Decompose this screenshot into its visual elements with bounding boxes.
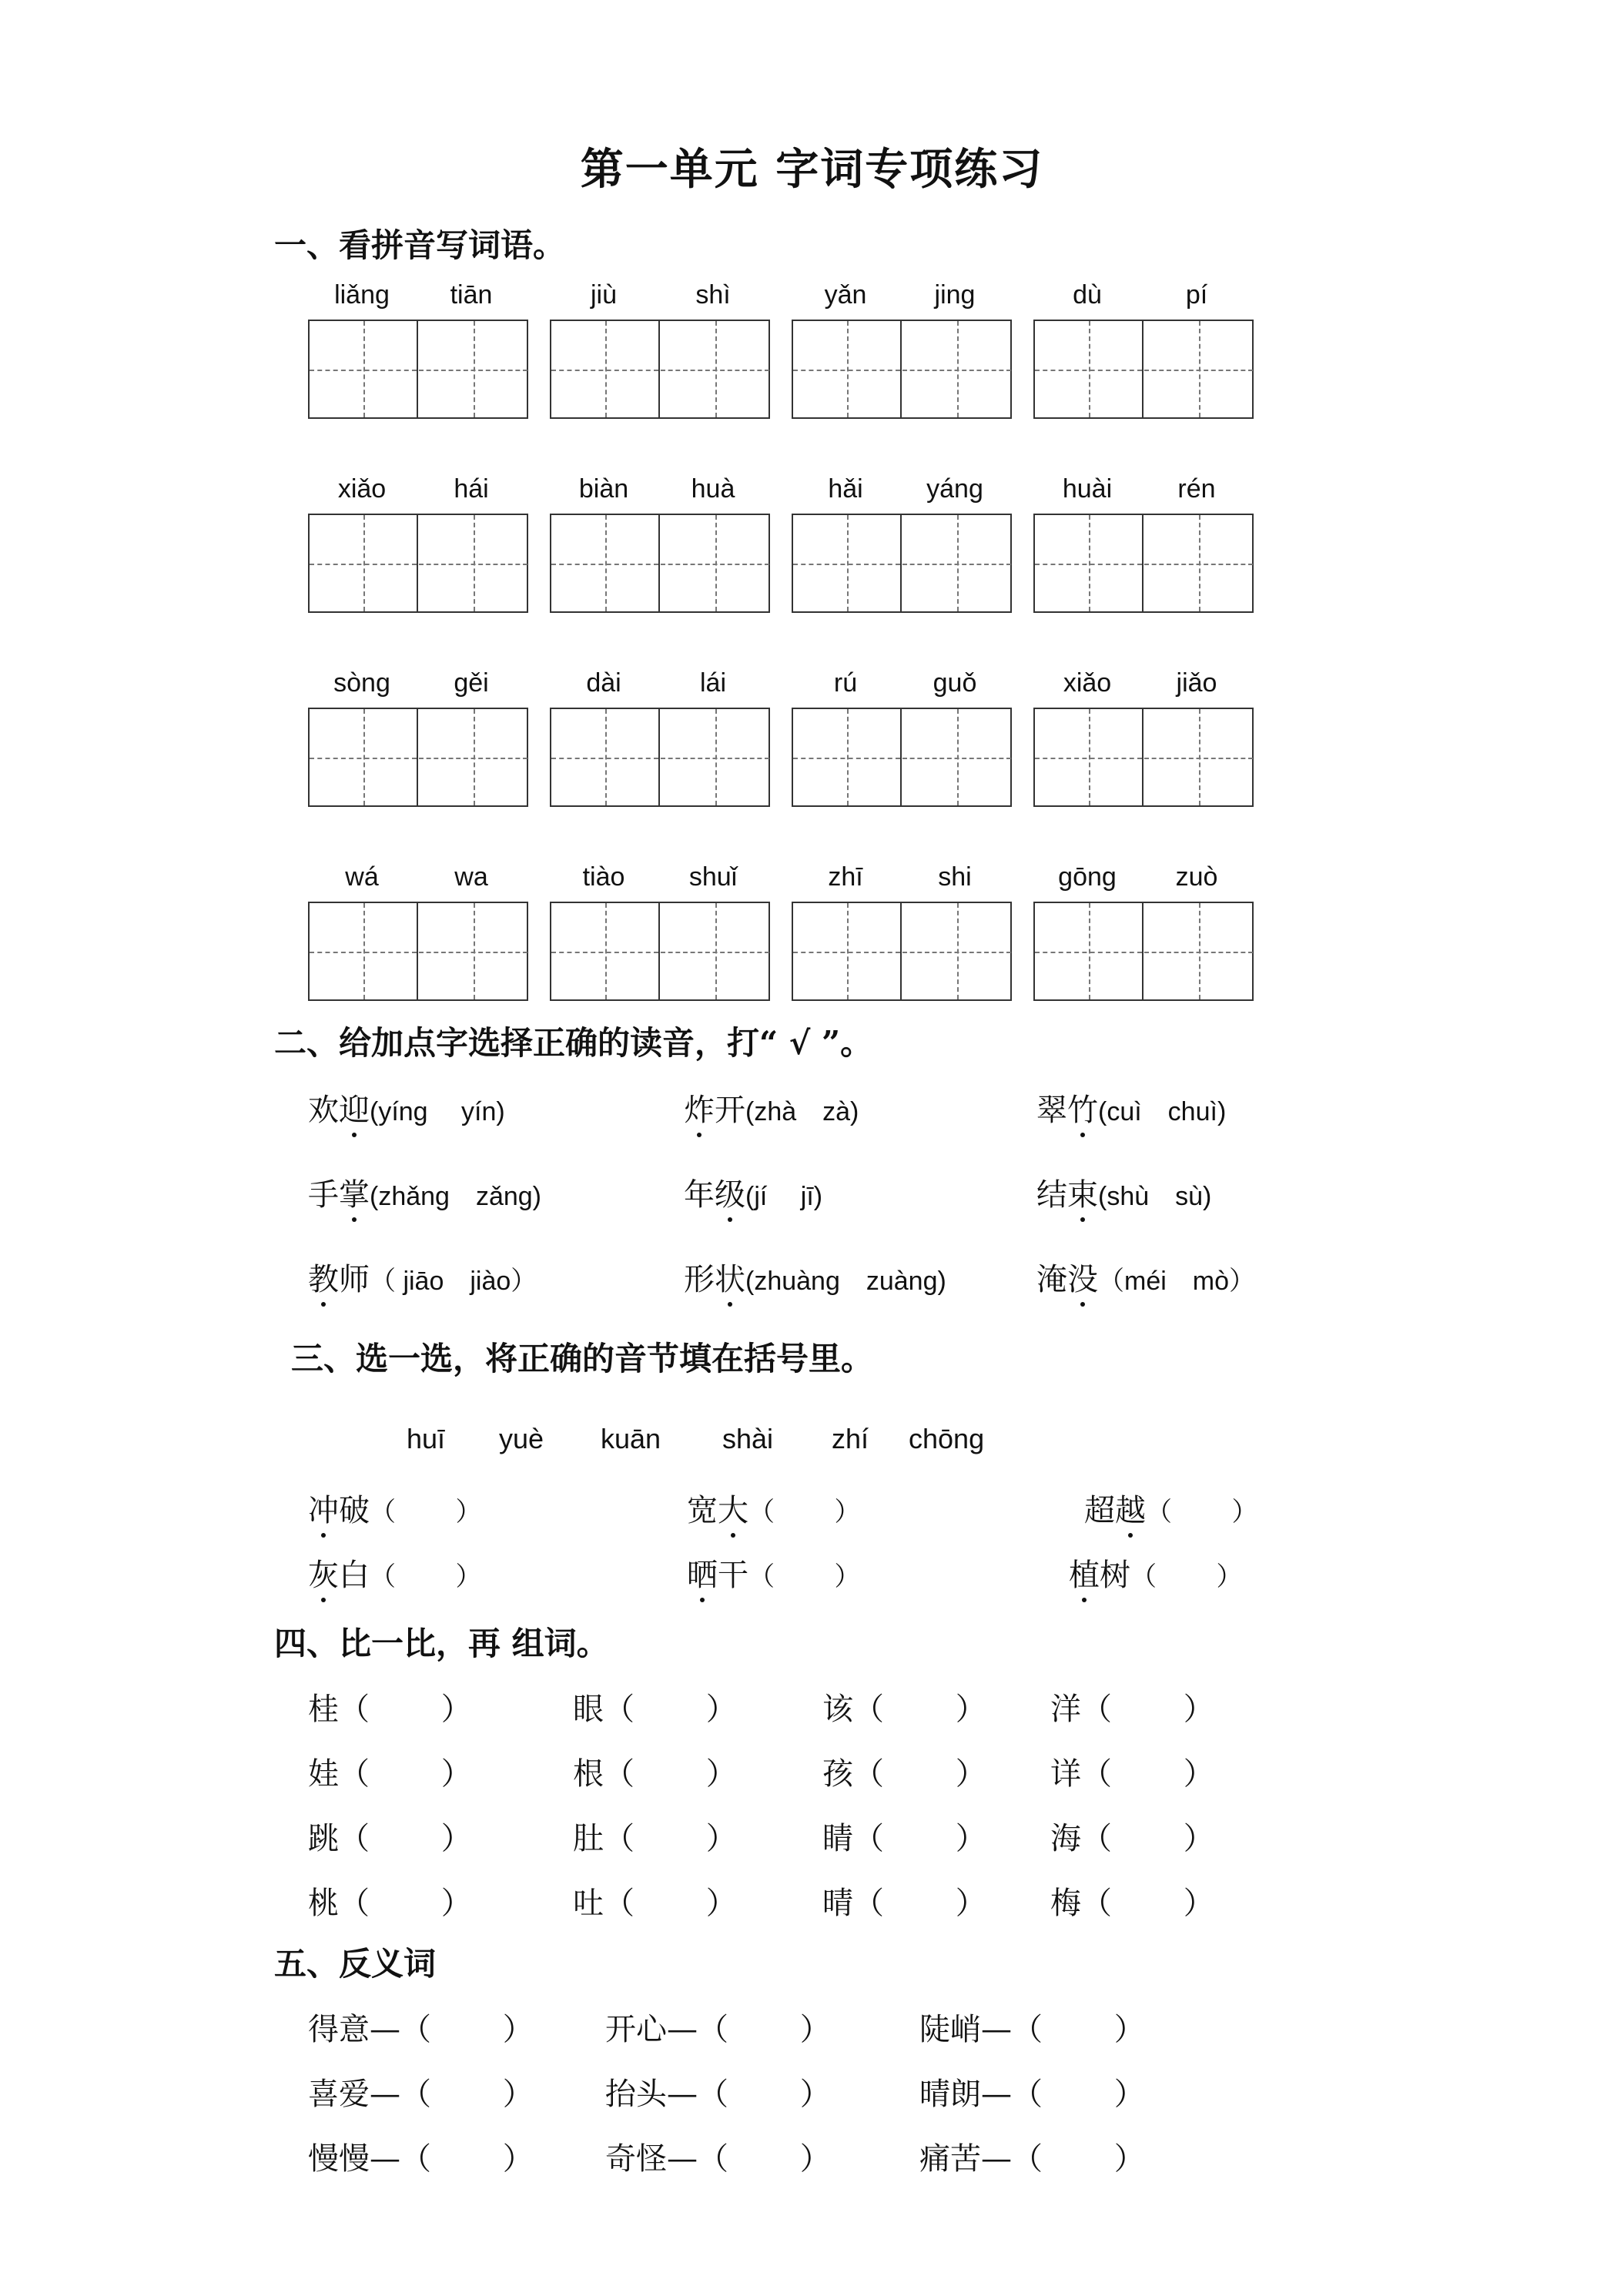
- pronunciation-item[interactable]: [1036, 1255, 1255, 1299]
- writing-box-pair[interactable]: [1033, 514, 1254, 613]
- answer-brackets[interactable]: (yíng yín): [370, 1097, 505, 1126]
- word-char: 宽: [687, 1493, 718, 1528]
- pronunciation-item[interactable]: [308, 1170, 541, 1214]
- writing-box-pair[interactable]: [308, 708, 528, 807]
- pinyin-label: shuǐ: [688, 862, 738, 892]
- writing-cell[interactable]: [661, 321, 769, 417]
- section-heading-3: 三、选一选，将正确的音节填在括号里。: [291, 1340, 874, 1377]
- writing-box-pair[interactable]: [550, 902, 770, 1001]
- pinyin-label: tiān: [450, 280, 493, 310]
- pinyin-label: dài: [586, 668, 621, 698]
- writing-cell[interactable]: [551, 903, 660, 999]
- pinyin-label: wá: [345, 862, 379, 892]
- pinyin-label: biàn: [578, 474, 629, 504]
- writing-cell[interactable]: [419, 321, 527, 417]
- antonym-item[interactable]: 陡峭—（ ）: [919, 2012, 1145, 2047]
- pinyin-label: rén: [1177, 474, 1216, 504]
- guide-line-horizontal: [1035, 370, 1142, 371]
- word-char: 年: [684, 1177, 715, 1213]
- pinyin-label: dù: [1073, 280, 1102, 310]
- syllable-option: yuè: [499, 1423, 544, 1454]
- word-char: 超: [1084, 1493, 1115, 1528]
- compare-word-item[interactable]: 眼（ ）: [573, 1692, 737, 1727]
- guide-line-horizontal: [419, 952, 527, 953]
- writing-cell[interactable]: [551, 709, 660, 805]
- compare-word-item[interactable]: 睛（ ）: [822, 1821, 986, 1856]
- pronunciation-item[interactable]: [308, 1086, 505, 1130]
- guide-line-horizontal: [1035, 758, 1142, 759]
- syllable-fill-item[interactable]: [687, 1486, 860, 1530]
- syllable-fill-item[interactable]: [308, 1486, 481, 1530]
- word-char: 晒: [687, 1551, 718, 1595]
- guide-line-horizontal: [902, 370, 1011, 371]
- writing-cell[interactable]: [551, 321, 660, 417]
- pinyin-label: zuò: [1175, 862, 1218, 892]
- word-char: 植: [1069, 1551, 1100, 1595]
- syllable-option: huī: [407, 1423, 446, 1454]
- compare-word-item[interactable]: 该（ ）: [822, 1692, 986, 1727]
- word-char: 没: [1067, 1255, 1098, 1299]
- writing-box-pair[interactable]: [550, 708, 770, 807]
- answer-brackets[interactable]: （ ）: [1146, 1498, 1258, 1527]
- syllable-fill-item[interactable]: [1084, 1486, 1257, 1530]
- guide-line-horizontal: [551, 564, 658, 565]
- word-char: 结: [1036, 1177, 1067, 1213]
- word-char: 冲: [308, 1486, 339, 1530]
- writing-box-pair[interactable]: [1033, 708, 1254, 807]
- antonym-item[interactable]: 奇怪—（ ）: [605, 2141, 831, 2177]
- writing-cell[interactable]: [902, 709, 1011, 805]
- antonym-item[interactable]: 慢慢—（ ）: [308, 2141, 534, 2177]
- guide-line-horizontal: [661, 758, 769, 759]
- compare-word-item[interactable]: 洋（ ）: [1050, 1692, 1214, 1727]
- pronunciation-item[interactable]: [684, 1255, 946, 1299]
- writing-cell[interactable]: [310, 321, 418, 417]
- writing-cell[interactable]: [902, 515, 1011, 611]
- word-char: 树: [1100, 1558, 1130, 1593]
- writing-box-pair[interactable]: [550, 514, 770, 613]
- writing-cell[interactable]: [551, 515, 660, 611]
- word-char: 形: [684, 1262, 715, 1297]
- pinyin-label: lái: [699, 668, 727, 698]
- writing-cell[interactable]: [661, 515, 769, 611]
- writing-cell[interactable]: [310, 903, 418, 999]
- word-char: 越: [1115, 1486, 1146, 1530]
- syllable-option: kuān: [601, 1423, 661, 1454]
- guide-line-horizontal: [661, 952, 769, 953]
- writing-cell[interactable]: [310, 709, 418, 805]
- answer-brackets[interactable]: （ jiāo jiào）: [370, 1267, 537, 1296]
- pronunciation-item[interactable]: [1036, 1086, 1226, 1130]
- pronunciation-item[interactable]: [684, 1086, 859, 1130]
- word-char: 淹: [1036, 1262, 1067, 1297]
- writing-cell[interactable]: [1144, 515, 1253, 611]
- answer-brackets[interactable]: （ ）: [370, 1498, 482, 1527]
- guide-line-horizontal: [661, 564, 769, 565]
- answer-brackets[interactable]: （ ）: [1130, 1562, 1243, 1591]
- word-char: 破: [339, 1493, 370, 1528]
- pinyin-label: xiǎo: [337, 474, 387, 504]
- compare-word-item[interactable]: 详（ ）: [1050, 1756, 1214, 1792]
- syllable-fill-item[interactable]: [687, 1551, 860, 1595]
- pinyin-label: huà: [691, 474, 735, 504]
- section-heading-4: 四、比一比，再 组词。: [274, 1625, 609, 1662]
- pinyin-label: shì: [695, 280, 731, 310]
- page-title: 第一单元 字词专项练习: [580, 144, 1044, 195]
- writing-box-pair[interactable]: [308, 514, 528, 613]
- writing-cell[interactable]: [661, 903, 769, 999]
- pinyin-label: wa: [454, 862, 488, 892]
- pinyin-label: yǎn: [824, 280, 867, 310]
- word-char: 教: [308, 1255, 339, 1299]
- answer-brackets[interactable]: （ ）: [748, 1498, 861, 1527]
- pinyin-label: jiǎo: [1176, 668, 1217, 698]
- answer-brackets[interactable]: （méi mò）: [1098, 1267, 1256, 1296]
- pinyin-label: shi: [938, 862, 972, 892]
- writing-cell[interactable]: [1144, 903, 1253, 999]
- pronunciation-item[interactable]: [1036, 1170, 1211, 1214]
- section-heading-5: 五、反义词: [274, 1945, 437, 1983]
- compare-word-item[interactable]: 桃（ ）: [308, 1886, 472, 1921]
- answer-brackets[interactable]: (zhà zà): [745, 1097, 859, 1126]
- pinyin-label: jiù: [590, 280, 618, 310]
- answer-brackets[interactable]: （ ）: [748, 1562, 861, 1591]
- writing-cell[interactable]: [310, 515, 418, 611]
- word-char: 束: [1067, 1170, 1098, 1214]
- word-char: 迎: [339, 1086, 370, 1130]
- writing-box-pair[interactable]: [792, 708, 1012, 807]
- writing-box-pair[interactable]: [308, 902, 528, 1001]
- pinyin-label: zhī: [828, 862, 863, 892]
- guide-line-horizontal: [793, 758, 900, 759]
- compare-word-item[interactable]: 肚（ ）: [573, 1821, 737, 1856]
- writing-box-pair[interactable]: [792, 320, 1012, 419]
- guide-line-horizontal: [419, 370, 527, 371]
- antonym-item[interactable]: 晴朗—（ ）: [919, 2077, 1145, 2112]
- section-heading-1: 一、看拼音写词语。: [274, 226, 566, 264]
- antonym-item[interactable]: 抬头—（ ）: [605, 2077, 831, 2112]
- writing-cell[interactable]: [902, 321, 1011, 417]
- answer-brackets[interactable]: (zhuàng zuàng): [745, 1267, 946, 1296]
- pinyin-label: hǎi: [828, 474, 863, 504]
- pinyin-label: liǎng: [334, 280, 390, 310]
- writing-box-pair[interactable]: [550, 320, 770, 419]
- pinyin-label: rú: [833, 668, 858, 698]
- word-char: 竹: [1067, 1086, 1098, 1130]
- pinyin-label: hái: [454, 474, 489, 504]
- guide-line-horizontal: [1035, 564, 1142, 565]
- pinyin-label: guǒ: [933, 668, 977, 698]
- word-char: 白: [339, 1558, 370, 1593]
- writing-cell[interactable]: [793, 321, 902, 417]
- writing-cell[interactable]: [902, 903, 1011, 999]
- answer-brackets[interactable]: (zhǎng zǎng): [370, 1182, 542, 1211]
- answer-brackets[interactable]: (jí jī): [745, 1182, 823, 1211]
- pinyin-label: gōng: [1058, 862, 1117, 892]
- writing-cell[interactable]: [419, 515, 527, 611]
- writing-cell[interactable]: [1035, 903, 1143, 999]
- word-char: 欢: [308, 1093, 339, 1128]
- antonym-item[interactable]: 开心—（ ）: [605, 2012, 831, 2047]
- syllable-fill-item[interactable]: [1069, 1551, 1242, 1595]
- pinyin-label: tiào: [582, 862, 625, 892]
- writing-box-pair[interactable]: [308, 320, 528, 419]
- compare-word-item[interactable]: 孩（ ）: [822, 1756, 986, 1792]
- antonym-item[interactable]: 痛苦—（ ）: [919, 2141, 1145, 2177]
- writing-cell[interactable]: [661, 709, 769, 805]
- guide-line-horizontal: [310, 564, 417, 565]
- guide-line-horizontal: [1144, 952, 1253, 953]
- writing-cell[interactable]: [1144, 321, 1253, 417]
- pinyin-label: sòng: [333, 668, 390, 698]
- compare-word-item[interactable]: 吐（ ）: [573, 1886, 737, 1921]
- guide-line-horizontal: [551, 370, 658, 371]
- word-char: 级: [715, 1170, 745, 1214]
- guide-line-horizontal: [793, 564, 900, 565]
- writing-cell[interactable]: [793, 903, 902, 999]
- word-char: 干: [718, 1558, 748, 1593]
- writing-cell[interactable]: [793, 709, 902, 805]
- guide-line-horizontal: [902, 758, 1011, 759]
- compare-word-item[interactable]: 娃（ ）: [308, 1756, 472, 1792]
- writing-cell[interactable]: [1035, 515, 1143, 611]
- guide-line-horizontal: [661, 370, 769, 371]
- guide-line-horizontal: [310, 370, 417, 371]
- writing-box-pair[interactable]: [792, 902, 1012, 1001]
- word-char: 大: [718, 1486, 748, 1530]
- writing-cell[interactable]: [1035, 321, 1143, 417]
- pinyin-label: yáng: [926, 474, 983, 504]
- syllable-option: chōng: [909, 1423, 985, 1454]
- writing-cell[interactable]: [793, 515, 902, 611]
- writing-box-pair[interactable]: [1033, 320, 1254, 419]
- guide-line-horizontal: [793, 952, 900, 953]
- guide-line-horizontal: [310, 758, 417, 759]
- guide-line-horizontal: [419, 564, 527, 565]
- compare-word-item[interactable]: 梅（ ）: [1050, 1886, 1214, 1921]
- word-char: 手: [308, 1177, 339, 1213]
- writing-box-pair[interactable]: [792, 514, 1012, 613]
- guide-line-horizontal: [551, 758, 658, 759]
- compare-word-item[interactable]: 晴（ ）: [822, 1886, 986, 1921]
- word-char: 翠: [1036, 1093, 1067, 1128]
- guide-line-horizontal: [793, 370, 900, 371]
- guide-line-horizontal: [1144, 758, 1253, 759]
- pronunciation-item[interactable]: [684, 1170, 822, 1214]
- pronunciation-item[interactable]: [308, 1255, 537, 1299]
- word-char: 状: [715, 1255, 745, 1299]
- word-char: 开: [715, 1093, 745, 1128]
- section-heading-2: 二、给加点字选择正确的读音，打“ √ ”。: [274, 1024, 873, 1062]
- writing-cell[interactable]: [1144, 709, 1253, 805]
- pinyin-label: gěi: [454, 668, 489, 698]
- answer-brackets[interactable]: (cuì chuì): [1098, 1097, 1227, 1126]
- guide-line-horizontal: [1035, 952, 1142, 953]
- antonym-item[interactable]: 喜爱—（ ）: [308, 2077, 534, 2112]
- guide-line-horizontal: [551, 952, 658, 953]
- compare-word-item[interactable]: 跳（ ）: [308, 1821, 472, 1856]
- pinyin-label: huài: [1062, 474, 1113, 504]
- antonym-item[interactable]: 得意—（ ）: [308, 2012, 534, 2047]
- guide-line-horizontal: [310, 952, 417, 953]
- writing-box-pair[interactable]: [1033, 902, 1254, 1001]
- compare-word-item[interactable]: 根（ ）: [573, 1756, 737, 1792]
- word-char: 灰: [308, 1551, 339, 1595]
- word-char: 师: [339, 1262, 370, 1297]
- writing-cell[interactable]: [419, 903, 527, 999]
- answer-brackets[interactable]: （ ）: [370, 1562, 482, 1591]
- guide-line-horizontal: [1144, 564, 1253, 565]
- guide-line-horizontal: [419, 758, 527, 759]
- guide-line-horizontal: [902, 952, 1011, 953]
- compare-word-item[interactable]: 海（ ）: [1050, 1821, 1214, 1856]
- compare-word-item[interactable]: 桂（ ）: [308, 1692, 472, 1727]
- guide-line-horizontal: [1144, 370, 1253, 371]
- pinyin-label: xiǎo: [1063, 668, 1112, 698]
- pinyin-label: pí: [1185, 280, 1208, 310]
- guide-line-horizontal: [902, 564, 1011, 565]
- pinyin-label: jing: [934, 280, 976, 310]
- word-char: 掌: [339, 1170, 370, 1214]
- syllable-fill-item[interactable]: [308, 1551, 481, 1595]
- word-char: 炸: [684, 1086, 715, 1130]
- syllable-option: shài: [722, 1423, 774, 1454]
- answer-brackets[interactable]: (shù sù): [1098, 1182, 1212, 1211]
- writing-cell[interactable]: [419, 709, 527, 805]
- writing-cell[interactable]: [1035, 709, 1143, 805]
- syllable-option: zhí: [832, 1423, 869, 1454]
